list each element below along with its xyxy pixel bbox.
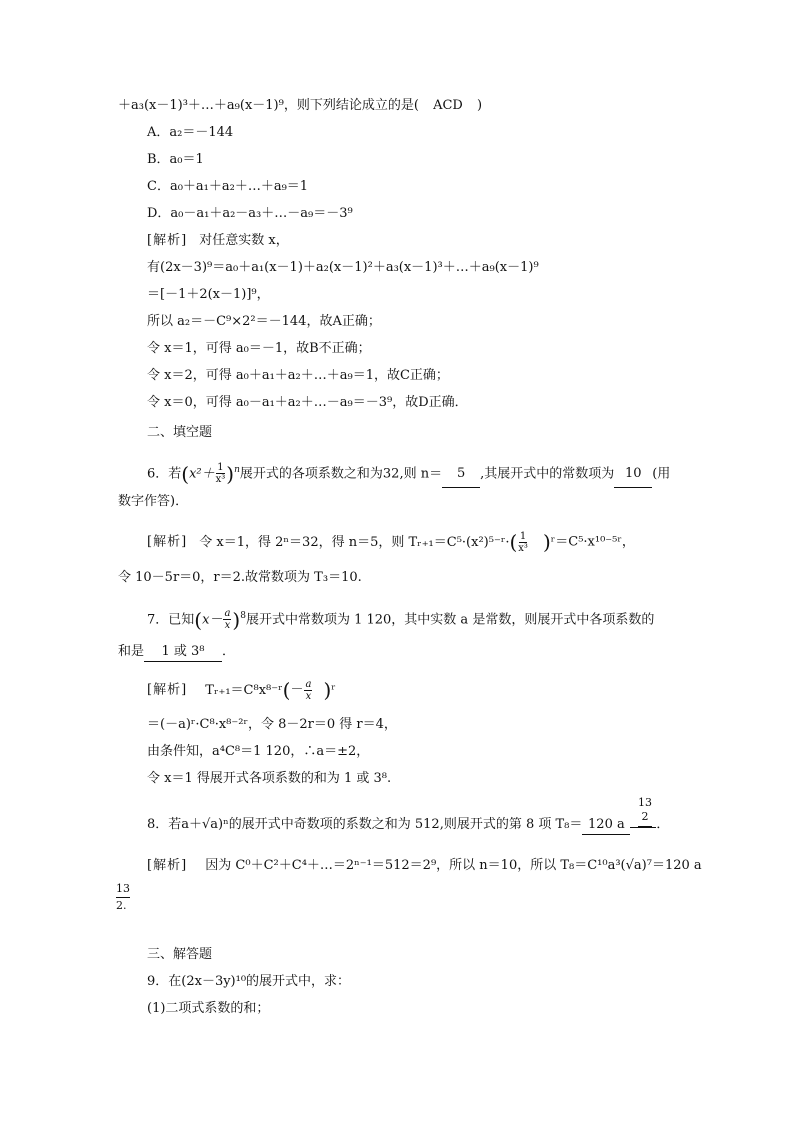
paren-open: ( [181, 461, 190, 486]
expr-base: x－ [202, 612, 223, 628]
fraction-numerator: a [305, 678, 312, 690]
solution-7-line-3 [147, 743, 369, 761]
question-text: 9．在(2x－3y)¹⁰的展开式中，求： [147, 974, 351, 989]
paren-close: ) [226, 461, 235, 486]
solution-text: ʳ [331, 682, 336, 698]
answer-blank: 10 [614, 461, 652, 488]
option-c-text: C．a₀＋a₁＋a₂＋…＋a₉＝1 [147, 179, 309, 194]
solution-7-line-4 [147, 770, 391, 788]
question-number: 6．若 [147, 466, 182, 482]
solution-tag: [解析] [147, 534, 188, 550]
solution-text: 因为 C⁰＋C²＋C⁴＋…＝2ⁿ⁻¹＝512＝2⁹，所以 n＝10，所以 T₈＝C¹⁰a³(√a)⁷＝120 a [205, 858, 702, 873]
solution-6-line-1 [147, 529, 635, 556]
question-text: ,其展开式中的常数项为 [480, 466, 615, 482]
solution-5-line-4 [147, 313, 381, 331]
solution-text: 令 x＝2，可得 a₀＋a₁＋a₂＋…＋a₉＝1，故C正确； [147, 368, 449, 383]
question-6-line-2 [118, 493, 188, 511]
question-text: 展开式中常数项为 1 120，其中实数 a 是常数，则展开式中各项系数的 [245, 612, 655, 628]
fraction [518, 531, 528, 554]
question-text: (用 [652, 466, 671, 482]
option-d-text: D．a₀－a₁＋a₂－a₃＋…－a₉＝－3⁹ [147, 206, 353, 221]
paren-open: ( [282, 678, 291, 702]
question-7-line-2 [118, 643, 235, 662]
solution-6-line-2 [118, 569, 362, 587]
question-6 [147, 457, 670, 488]
answer-choice: ACD [433, 98, 463, 113]
solution-tag: [解析] [147, 682, 188, 698]
fraction-numerator: 13 [116, 882, 130, 895]
solution-text: 有(2x－3)⁹＝a₀＋a₁(x－1)＋a₂(x－1)²＋a₃(x－1)³＋…＋a₉(x－1)⁹ [147, 260, 539, 275]
section-title: 二、填空题 [147, 425, 213, 440]
solution-text: ＝(－a)ʳ·C⁸·x⁸⁻²ʳ，令 8－2r＝0 得 r＝4， [147, 717, 397, 732]
question-number: 7．已知 [147, 612, 195, 628]
paren-close: ) [542, 530, 551, 554]
exponent: 8 [240, 611, 246, 621]
fraction-numerator: 1 [217, 462, 224, 474]
paren-open: ( [509, 530, 518, 554]
solution-text: 令 x＝1，得 2ⁿ＝32，得 n＝5，则 Tᵣ₊₁＝C⁵·(x²)⁵⁻ʳ· [199, 534, 510, 550]
solution-5-line-2 [147, 259, 539, 277]
paren-close: ) [323, 678, 332, 702]
fraction-denominator: x³ [215, 474, 226, 486]
solution-5-line-6 [147, 367, 449, 385]
question-text: 和是 [118, 644, 145, 659]
solution-5-line-1 [147, 232, 289, 250]
answer-blank: 120 a [582, 816, 630, 835]
solution-text: 对任意实数 x， [199, 233, 289, 248]
answer-blank-tail [630, 815, 656, 828]
section-title: 三、解答题 [147, 947, 213, 962]
fraction [223, 608, 231, 631]
solution-tag: [解析] [147, 233, 188, 248]
fraction-denominator: x [305, 690, 312, 702]
question-8 [147, 815, 669, 835]
question-text: 展开式的各项系数之和为32,则 n＝ [239, 466, 443, 482]
question-text: 数字作答)． [118, 494, 189, 509]
fraction-numerator: 13 [638, 796, 652, 809]
expr-base: x²＋ [189, 466, 215, 482]
solution-text: 令 x＝1，可得 a₀＝－1，故B不正确； [147, 341, 371, 356]
fraction-numerator: 1 [519, 530, 527, 542]
solution-tag: [解析] [147, 858, 188, 873]
answer-blank: 1 或 3⁸ [144, 643, 222, 662]
solution-text: 所以 a₂＝－C⁹×2²＝－144，故A正确； [147, 314, 381, 329]
minus-sign: － [290, 682, 304, 698]
solution-7-line-2 [147, 716, 397, 734]
solution-text: ʳ＝C⁵·x¹⁰⁻⁵ʳ， [550, 534, 635, 550]
question-stem-tail: ＋a₃(x－1)³＋…＋a₉(x－1)⁹，则下列结论成立的是( [118, 98, 419, 113]
solution-text: 令 x＝1 得展开式各项系数的和为 1 或 3⁸. [147, 771, 392, 786]
fraction-denominator: 2 [116, 899, 123, 912]
question-7 [147, 603, 654, 633]
solution-5-line-3 [147, 286, 270, 304]
solution-5-line-5 [147, 340, 371, 358]
solution-text: 令 10－5r＝0，r＝2.故常数项为 T₃＝10. [118, 570, 362, 585]
question-text: ． [222, 644, 236, 659]
option-c [147, 178, 308, 196]
solution-text: 由条件知，a⁴C⁸＝1 120，∴a＝±2， [147, 744, 370, 759]
paren-close: ) [232, 607, 241, 632]
option-a [147, 124, 233, 142]
exponent: n [234, 465, 240, 475]
option-b [147, 151, 204, 169]
solution-5-line-7 [147, 394, 468, 412]
option-d [147, 205, 353, 223]
question-text: (1)二项式系数的和； [147, 1001, 270, 1016]
paren-open: ( [194, 607, 203, 632]
fraction-denominator-line [116, 899, 130, 913]
fraction-denominator: x [224, 620, 231, 632]
question-9-part-1 [147, 1000, 269, 1018]
question-text: 8．若a＋√a)ⁿ的展开式中奇数项的系数之和为 512,则展开式的第 8 项 T₈＝ [147, 817, 583, 832]
solution-text: 令 x＝0，可得 a₀－a₁＋a₂＋…－a₉＝－3⁹，故D正确． [147, 395, 468, 410]
fraction-rule [116, 897, 130, 898]
solution-7-line-1 [147, 677, 336, 704]
option-b-text: B．a₀＝1 [147, 152, 204, 167]
section-heading-fill-in [147, 424, 212, 442]
solution-8-fraction [116, 882, 130, 913]
question-9 [147, 973, 350, 991]
option-a-text: A．a₂＝－144 [147, 125, 234, 140]
fraction [216, 462, 226, 485]
answer-blank: 5 [442, 461, 480, 488]
paren-close: ) [476, 98, 483, 113]
solution-text: ＝[－1＋2(x－1)]⁹， [147, 287, 270, 302]
question-text: ． [656, 817, 670, 832]
solution-text: Tᵣ₊₁＝C⁸x⁸⁻ʳ [205, 682, 283, 698]
fraction-denominator: x³ [518, 542, 528, 554]
solution-8-line-1 [147, 857, 702, 875]
fraction-denominator: 2 [641, 810, 649, 823]
section-heading-answer [147, 946, 212, 964]
period: . [123, 899, 127, 912]
fraction-numerator: a [224, 608, 231, 620]
fraction [304, 679, 312, 702]
line-1 [118, 97, 482, 115]
